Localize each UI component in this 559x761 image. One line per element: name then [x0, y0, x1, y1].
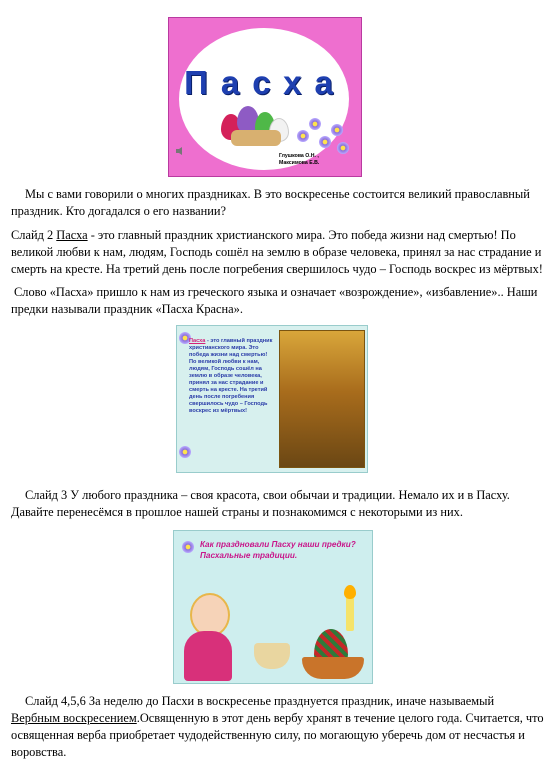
resurrection-icon-image	[279, 330, 365, 468]
basket-of-eggs	[254, 643, 290, 669]
slide-1-authors	[279, 153, 359, 167]
slide-ref: Слайд 2	[11, 228, 57, 242]
speaker-icon	[175, 146, 185, 156]
paragraph-slide-2	[11, 227, 546, 278]
slide-1-title: Пасха	[184, 64, 346, 101]
bowl	[302, 657, 364, 679]
paragraph-intro: Мы с вами говорили о многих праздниках. В это воскресенье состоится великий православный праздник. Кто догадался о его названии?	[11, 187, 530, 218]
paragraph-slide-3: Слайд 3 У любого праздника – своя красота, свои обычаи и традиции. Немало их и в Пасху. Давайте перенесёмся в прошлое нашей страны и познакомимся с некоторыми из них.	[11, 488, 510, 519]
author-line-2: Максимова Е.В.	[279, 160, 320, 166]
flower-icon	[319, 136, 331, 148]
flower-icon	[309, 118, 321, 130]
girl-dress	[184, 631, 232, 681]
candle-flame	[344, 585, 356, 599]
slide-2-image	[176, 325, 368, 473]
flower-icon	[297, 130, 309, 142]
paragraph-palm-sunday	[11, 693, 546, 761]
flower-icon	[182, 541, 194, 553]
slide-1-image	[168, 17, 362, 177]
paragraph-text: Слайд 4,5,6 За неделю до Пасхи в воскресенье празднуется праздник, иначе называемый	[25, 694, 495, 708]
slide-2-highlight: Пасха	[189, 338, 206, 344]
author-line-1: Глушкова О.Н. ,	[279, 153, 319, 159]
candle	[346, 597, 354, 631]
slide-2-body: - это главный праздник христианского мира. Это победа жизни над смертью! По великой любви к нам, людям, Господь сошёл на землю в образе человека, принял за нас страдание и смерть на кресте. На третий день после погребения свершилось чудо – Господь воскрес из мёртвых!	[189, 338, 273, 414]
flower-icon	[179, 446, 191, 458]
cake	[231, 130, 281, 146]
pascha-link[interactable]: Пасха	[56, 228, 88, 242]
palm-sunday-link[interactable]: Вербным воскресением	[11, 711, 137, 725]
paragraph-text: - это главный праздник христианского мира. Это победа жизни над смертью! По великой любви к нам, людям, Господь сошёл на землю в образе человека, принял за нас страдание и смерть на кресте. На третий день после погребения свершилось чудо – Господь воскрес из мёртвых!	[11, 228, 543, 276]
paragraph-text: .Освященную в этот день вербу хранят в течение целого года. Считается, что освященная верба приобретает чудодейственную силу, по могающую уберечь дом от несчастья и воровства.	[11, 711, 544, 759]
flower-icon	[331, 124, 343, 136]
slide-2-text	[189, 338, 275, 415]
paragraph-word-origin: Слово «Пасха» пришло к нам из греческого языка и означает «возрождение», «избавление».. Наши предки называли праздник «Пасха Красна».	[11, 285, 538, 316]
slide-3-heading: Как праздновали Пасху наши предки? Пасхальные традиции.	[200, 540, 356, 560]
slide-3-image	[173, 530, 373, 684]
